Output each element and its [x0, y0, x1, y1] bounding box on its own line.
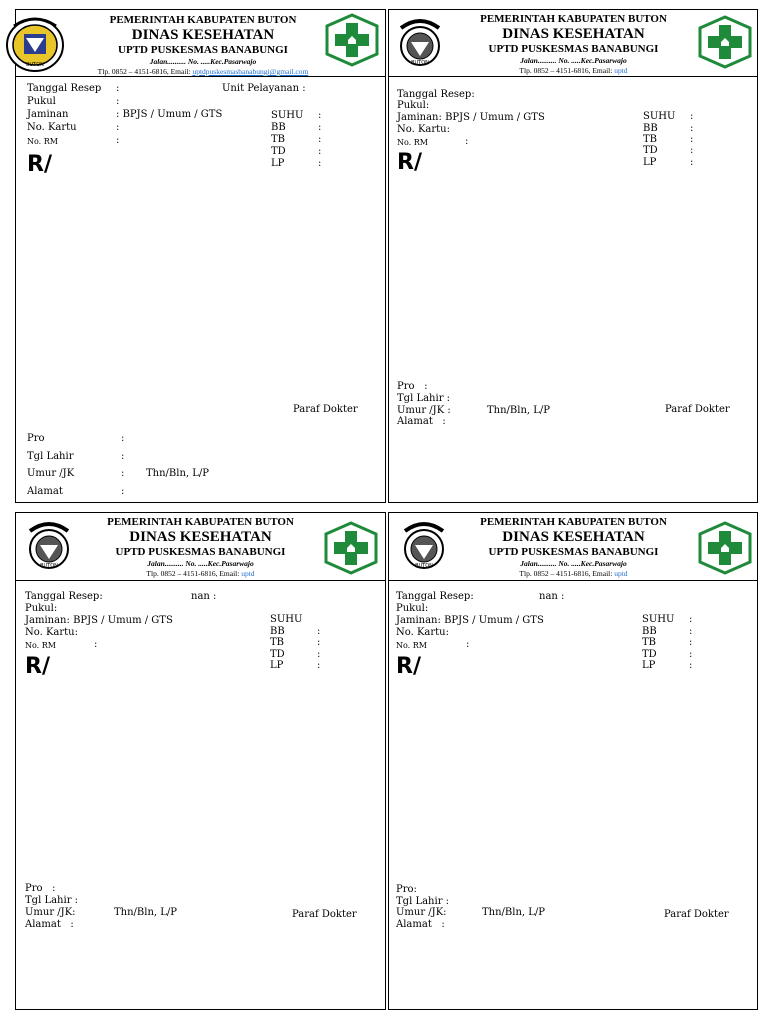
label-tb: TB [642, 637, 657, 648]
label-lp: LP [271, 158, 285, 169]
label-unit-partial: nan : [539, 591, 565, 602]
label-umur-jk: Umur /JK [27, 468, 75, 479]
department-name: DINAS KESEHATAN [502, 26, 645, 42]
label-pro: Pro: [396, 884, 417, 895]
label-jaminan: Jaminan: BPJS / Umum / GTS [25, 615, 173, 626]
label-tgl-lahir: Tgl Lahir : [396, 896, 450, 907]
label-pukul: Pukul: [397, 100, 430, 111]
label-pro: Pro : [397, 381, 428, 392]
letterhead [389, 10, 757, 77]
svg-text:BUTON: BUTON [40, 563, 58, 569]
jaminan-value: BPJS / Umum / GTS [122, 109, 223, 120]
department-name: DINAS KESEHATAN [131, 27, 275, 43]
letterhead [16, 10, 385, 77]
puskesmas-cross-logo [697, 521, 753, 575]
address-line: Jalan.......... No. .....Kec.Pasarwajo [149, 57, 257, 66]
email-link[interactable]: uptd [614, 569, 628, 578]
umur-value: Thn/Bln, L/P [482, 907, 546, 918]
label-td: TD [270, 649, 285, 660]
label-td: TD [271, 146, 286, 157]
umur-value: Thn/Bln, L/P [487, 405, 551, 416]
label-pro: Pro : [25, 883, 56, 894]
buton-emblem-logo [397, 16, 443, 68]
label-alamat: Alamat : [25, 919, 74, 930]
label-umur-jk: Umur /JK: [396, 907, 447, 918]
paraf-dokter: Paraf Dokter [292, 909, 357, 920]
letterhead [389, 513, 757, 581]
label-alamat: Alamat [27, 486, 63, 497]
department-name: DINAS KESEHATAN [502, 529, 645, 545]
label-lp: LP [643, 157, 657, 168]
prescription-form-4: BUTON PEMERINTAH KABUPATEN BUTON DINAS KESEHATAN UPTD PUSKESMAS BANABUNGI Jalan.......... No. .....Kec.Pasarwajo Tlp. 0852 – 4151-6816, Email: uptd Tanggal Resep: nan : Pukul: Jaminan: BPJS / Umum / GTS No. Kartu: No. RM : SUHU : BB : TB : TD : LP : R/ Pro: Tgl Lahir : Umur /JK: Thn/Bln, L/P Alamat : Paraf Dokter [388, 512, 758, 1010]
government-name: PEMERINTAH KABUPATEN BUTON [109, 14, 297, 26]
contact-line: Tlp. 0852 – 4151-6816, Email: uptd [519, 569, 628, 578]
label-bb: BB [270, 626, 285, 637]
label-umur-jk: Umur /JK: [25, 907, 76, 918]
label-tb: TB [643, 134, 658, 145]
clinic-name: UPTD PUSKESMAS BANABUNGI [488, 546, 659, 558]
label-unit-pelayanan: Unit Pelayanan : [222, 83, 306, 94]
prescription-form-2: BUTON PEMERINTAH KABUPATEN BUTON DINAS KESEHATAN UPTD PUSKESMAS BANABUNGI Jalan.......... No. .....Kec.Pasarwajo Tlp. 0852 – 4151-6816, Email: uptd Tanggal Resep: Pukul: Jaminan: BPJS / Umum / GTS No. Kartu: No. RM : SUHU : BB : TB : TD : LP : R/ Pro : Tgl Lahir : Umur /JK : Thn/Bln, L/P Alamat : Paraf Dokter [388, 9, 758, 503]
umur-value: Thn/Bln, L/P [146, 468, 210, 479]
puskesmas-cross-logo [323, 521, 379, 575]
address-line: Jalan.......... No. .....Kec.Pasarwajo [520, 56, 627, 65]
government-name: PEMERINTAH KABUPATEN BUTON [480, 13, 667, 25]
label-no-kartu: No. Kartu: [397, 124, 450, 135]
paraf-dokter: Paraf Dokter [664, 909, 729, 920]
label-no-rm: No. RM [27, 137, 58, 146]
email-link[interactable]: uptd [614, 66, 628, 75]
label-no-rm: No. RM [397, 138, 428, 147]
label-no-kartu: No. Kartu: [25, 627, 78, 638]
label-suhu: SUHU [271, 110, 304, 121]
department-name: DINAS KESEHATAN [129, 529, 272, 545]
label-tgl-lahir: Tgl Lahir : [397, 393, 451, 404]
label-no-rm: No. RM [25, 641, 56, 650]
prescription-form-1: BUTON PEMERINTAH KABUPATEN BUTON DINAS KESEHATAN UPTD PUSKESMAS BANABUNGI Jalan.......... No. .....Kec.Pasarwajo Tlp. 0852 – 4151-6816, Email: uptdpuskesmasbanabungi@gmail.com Tanggal Resep : Unit Pelayanan : Pukul : Jaminan : BPJS / Umum / GTS No. Kartu : No. RM : SUHU : BB : TB : TD : LP : R/ Paraf Dokter Pro : Tgl Lahir : Umur /JK : Thn/Bln, L/P Alamat : [15, 9, 386, 503]
label-tgl-lahir: Tgl Lahir : [25, 895, 79, 906]
label-suhu: SUHU [270, 614, 303, 625]
label-pukul: Pukul: [396, 603, 429, 614]
address-line: Jalan.......... No. .....Kec.Pasarwajo [520, 559, 627, 568]
label-unit-partial: nan : [191, 591, 217, 602]
paraf-dokter: Paraf Dokter [665, 404, 730, 415]
label-tanggal-resep: Tanggal Resep [27, 83, 102, 94]
label-umur-jk: Umur /JK : [397, 405, 451, 416]
buton-emblem-logo [26, 519, 72, 571]
label-bb: BB [271, 122, 286, 133]
government-name: PEMERINTAH KABUPATEN BUTON [480, 516, 667, 528]
puskesmas-cross-logo [324, 13, 380, 67]
label-jaminan: Jaminan: BPJS / Umum / GTS [396, 615, 544, 626]
label-bb: BB [643, 123, 658, 134]
label-pro: Pro [27, 433, 45, 444]
label-lp: LP [642, 660, 656, 671]
government-name: PEMERINTAH KABUPATEN BUTON [107, 516, 294, 528]
svg-text:BUTON: BUTON [26, 62, 44, 68]
contact-line: Tlp. 0852 – 4151-6816, Email: uptd [146, 569, 255, 578]
rx-symbol: R/ [25, 654, 50, 679]
clinic-name: UPTD PUSKESMAS BANABUNGI [115, 546, 286, 558]
label-tb: TB [271, 134, 286, 145]
label-td: TD [642, 649, 657, 660]
rx-symbol: R/ [27, 152, 52, 177]
address-line: Jalan.......... No. .....Kec.Pasarwajo [147, 559, 254, 568]
buton-emblem-logo [4, 12, 66, 74]
label-no-kartu: No. Kartu [27, 122, 77, 133]
prescription-form-3: BUTON PEMERINTAH KABUPATEN BUTON DINAS KESEHATAN UPTD PUSKESMAS BANABUNGI Jalan.......... No. .....Kec.Pasarwajo Tlp. 0852 – 4151-6816, Email: uptd Tanggal Resep: nan : Pukul: Jaminan: BPJS / Umum / GTS No. Kartu: No. RM : SUHU BB : TB : TD : LP : R/ Pro : Tgl Lahir : Umur /JK: Thn/Bln, L/P Alamat : Paraf Dokter [15, 512, 386, 1010]
label-alamat: Alamat : [396, 919, 445, 930]
label-tanggal-resep: Tanggal Resep: [397, 89, 475, 100]
umur-value: Thn/Bln, L/P [114, 907, 178, 918]
label-pukul: Pukul [27, 96, 56, 107]
letterhead [16, 513, 385, 581]
rx-symbol: R/ [397, 150, 422, 175]
label-suhu: SUHU [643, 111, 676, 122]
svg-text:BUTON: BUTON [415, 563, 433, 569]
clinic-name: UPTD PUSKESMAS BANABUNGI [118, 44, 288, 56]
label-bb: BB [642, 626, 657, 637]
label-tb: TB [270, 637, 285, 648]
label-tanggal-resep: Tanggal Resep: [25, 591, 103, 602]
email-link[interactable]: uptd [241, 569, 255, 578]
label-alamat: Alamat : [397, 416, 446, 427]
label-td: TD [643, 145, 658, 156]
email-link[interactable]: uptdpuskesmasbanabungi@gmail.com [192, 67, 309, 76]
clinic-name: UPTD PUSKESMAS BANABUNGI [488, 43, 659, 55]
label-jaminan: Jaminan [27, 109, 69, 120]
svg-text:BUTON: BUTON [411, 60, 429, 66]
rx-symbol: R/ [396, 654, 421, 679]
contact-line: Tlp. 0852 – 4151-6816, Email: uptdpuskesmasbanabungi@gmail.com [97, 67, 309, 76]
label-no-kartu: No. Kartu: [396, 627, 449, 638]
label-suhu: SUHU [642, 614, 675, 625]
contact-line: Tlp. 0852 – 4151-6816, Email: uptd [519, 66, 628, 75]
label-lp: LP [270, 660, 284, 671]
label-pukul: Pukul: [25, 603, 58, 614]
label-tgl-lahir: Tgl Lahir [27, 451, 74, 462]
label-tanggal-resep: Tanggal Resep: [396, 591, 474, 602]
paraf-dokter: Paraf Dokter [293, 404, 358, 415]
label-jaminan: Jaminan: BPJS / Umum / GTS [397, 112, 545, 123]
puskesmas-cross-logo [697, 15, 753, 69]
label-no-rm: No. RM [396, 641, 427, 650]
